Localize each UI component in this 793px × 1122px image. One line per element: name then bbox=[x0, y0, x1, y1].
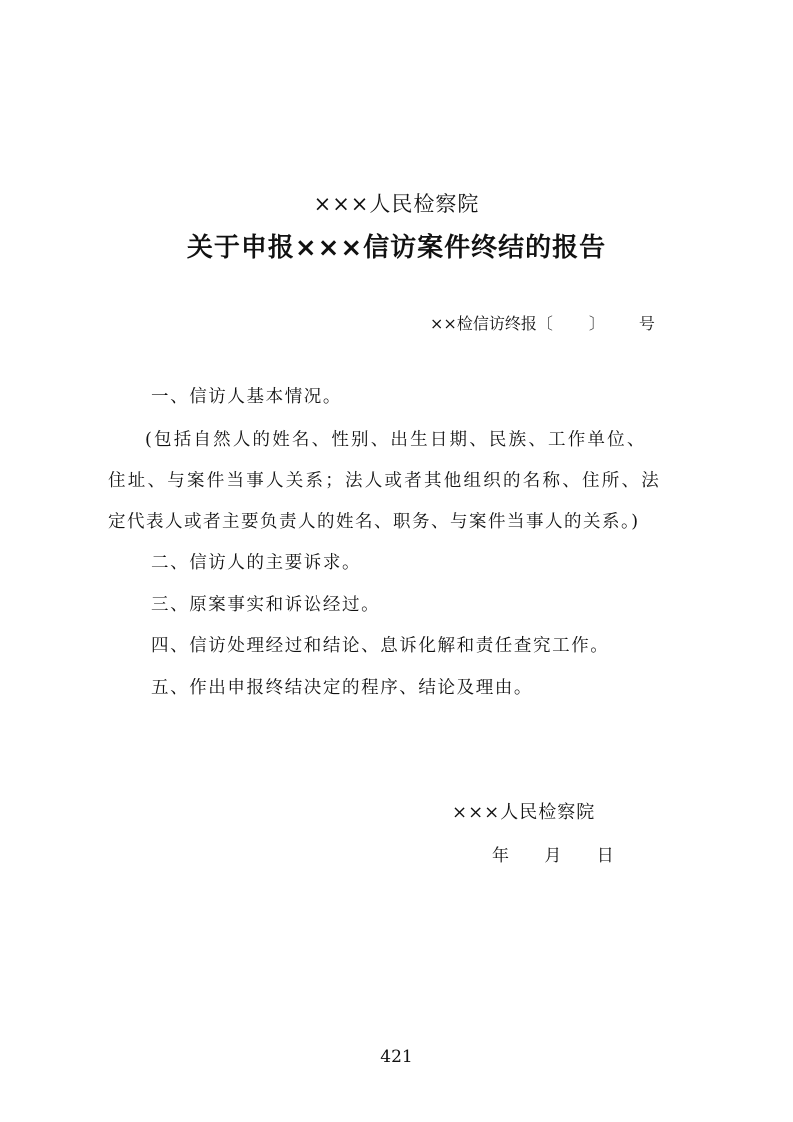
signature-date: 年 月 日 bbox=[492, 846, 624, 866]
doc-number-close-bracket: 〕 bbox=[588, 314, 605, 333]
doc-number-prefix: ××检信访终报〔 bbox=[430, 314, 553, 333]
section-heading-handling-process: 四、信访处理经过和结论、息诉化解和责任查究工作。 bbox=[151, 636, 610, 656]
signature-org: ×××人民检察院 bbox=[452, 802, 596, 823]
document-number bbox=[430, 311, 655, 334]
section-heading-basic-info: 一、信访人基本情况。 bbox=[151, 387, 342, 407]
section-heading-main-demands: 二、信访人的主要诉求。 bbox=[151, 553, 362, 573]
body-paragraph-line: 住址、与案件当事人关系；法人或者其他组织的名称、住所、法 bbox=[108, 471, 661, 491]
body-paragraph-line: 定代表人或者主要负责人的姓名、职务、与案件当事人的关系。) bbox=[108, 512, 640, 532]
section-heading-case-facts: 三、原案事实和诉讼经过。 bbox=[151, 595, 381, 615]
document-title: 关于申报×××信访案件终结的报告 bbox=[186, 233, 607, 263]
doc-number-suffix: 号 bbox=[638, 314, 655, 333]
body-paragraph-line: (包括自然人的姓名、性别、出生日期、民族、工作单位、 bbox=[145, 430, 647, 450]
org-title: ×××人民检察院 bbox=[313, 192, 480, 216]
section-heading-termination-decision: 五、作出申报终结决定的程序、结论及理由。 bbox=[151, 678, 533, 698]
page-number: 421 bbox=[380, 1047, 413, 1067]
